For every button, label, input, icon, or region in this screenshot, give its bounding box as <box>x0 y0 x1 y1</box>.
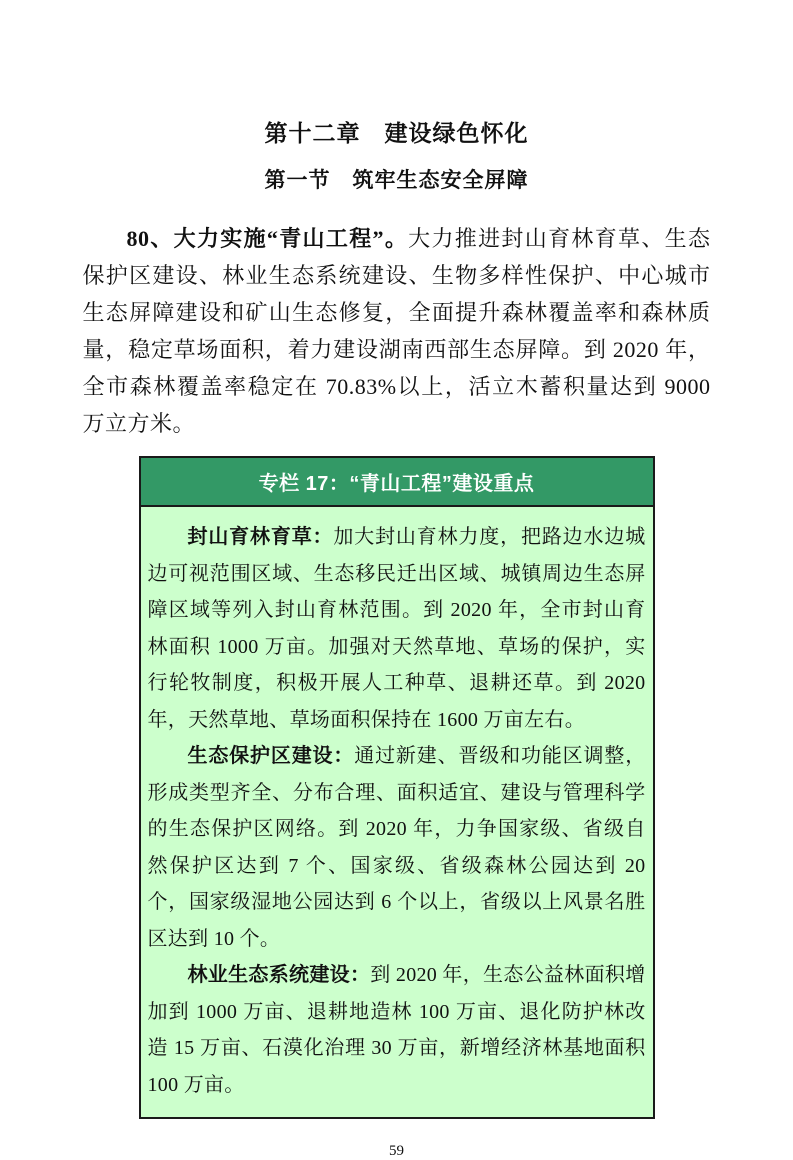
paragraph-text: 大力推进封山育林育草、生态保护区建设、林业生态系统建设、生物多样性保护、中心城市生态屏障建设和矿山生态修复，全面提升森林覆盖率和森林质量，稳定草场面积，着力建设湖南西部生态屏障。到 2020 年，全市森林覆盖率稳定在 70.83%以上，活立木蓄积量达到 9000 万立方米。 <box>82 226 711 436</box>
box-paragraph-text: 到 2020 年，生态公益林面积增加到 1000 万亩、退耕地造林 100 万亩、退化防护林改造 15 万亩、石漠化治理 30 万亩，新增经济林基地面积 100 万亩。 <box>147 964 646 1096</box>
paragraph-lead: 80、大力实施“青山工程”。 <box>126 226 409 251</box>
box-paragraph-lead: 林业生态系统建设： <box>187 964 371 986</box>
box-paragraph <box>148 738 646 957</box>
body-paragraph <box>83 220 711 442</box>
section-title: 第一节 筑牢生态安全屏障 <box>264 168 529 192</box>
box-paragraph <box>148 957 646 1103</box>
page-number: 59 <box>389 1143 404 1159</box>
column-box-title: 专栏 17：“青山工程”建设重点 <box>141 458 653 507</box>
box-paragraph-text: 通过新建、晋级和功能区调整，形成类型齐全、分布合理、面积适宜、建设与管理科学的生态保护区网络。到 2020 年，力争国家级、省级自然保护区达到 7 个、国家级、省级森林公园达到 20 个，国家级湿地公园达到 6 个以上，省级以上风景名胜区达到 10 个。 <box>147 745 646 950</box>
box-paragraph <box>148 519 646 738</box>
box-paragraph-lead: 生态保护区建设： <box>187 745 355 767</box>
chapter-title: 第十二章 建设绿色怀化 <box>264 120 529 146</box>
column-box-body <box>141 507 653 1117</box>
box-paragraph-text: 加大封山育林力度，把路边水边城边可视范围区域、生态移民迁出区域、城镇周边生态屏障区域等列入封山育林范围。到 2020 年，全市封山育林面积 1000 万亩。加强对天然草地、草场的保护，实行轮牧制度，积极开展人工种草、退耕还草。到 2020 年，天然草地、草场面积保持在 1600 万亩左右。 <box>147 526 646 731</box>
column-box <box>139 456 655 1119</box>
box-paragraph-lead: 封山育林育草： <box>187 526 334 548</box>
